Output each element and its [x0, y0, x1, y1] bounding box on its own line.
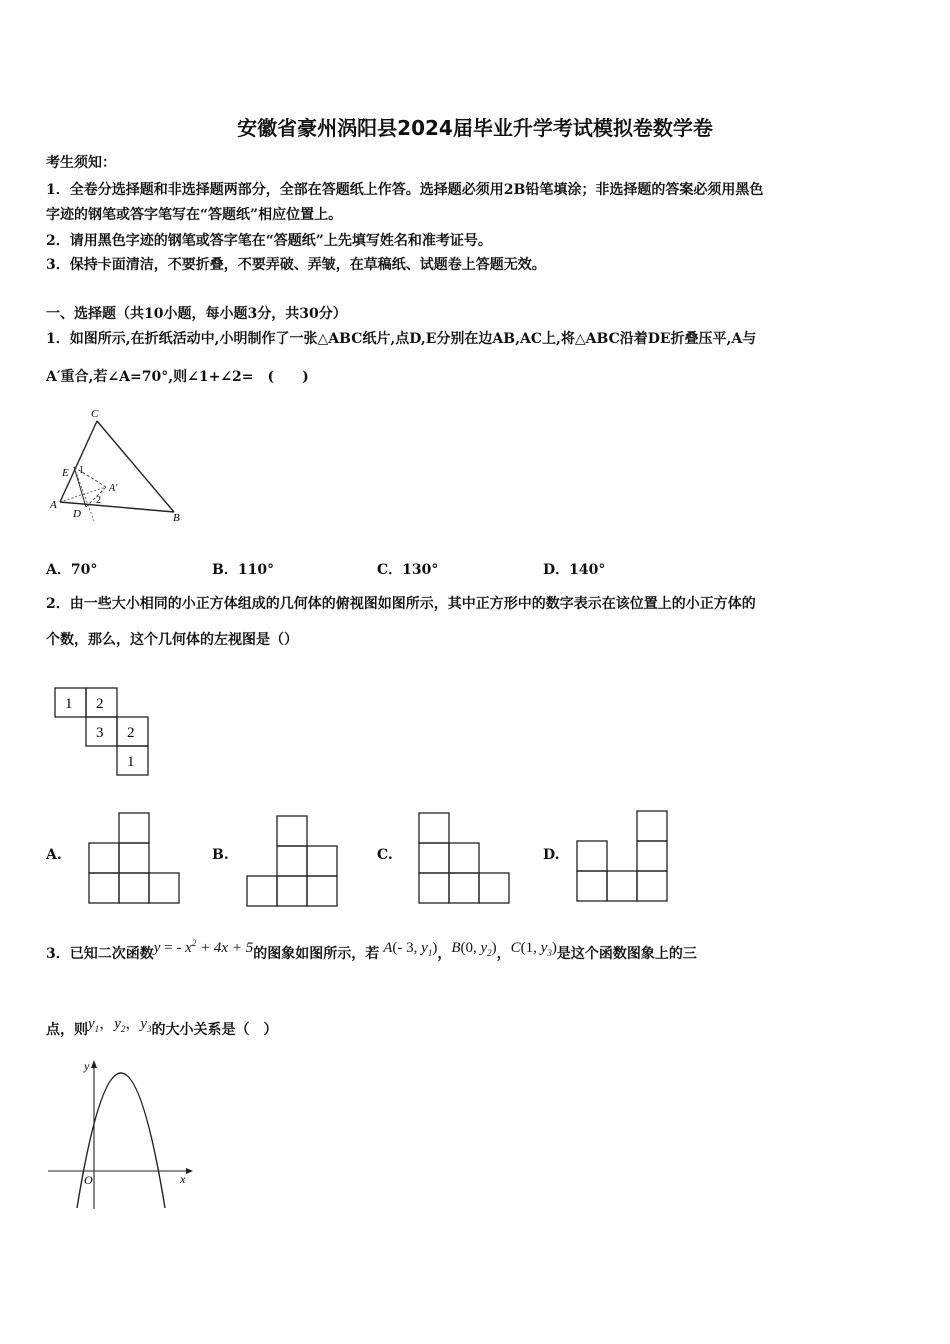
label-a: A: [50, 499, 57, 511]
q3-parabola-graph: [48, 1058, 193, 1210]
q3-point-a: A(- 3, $y_1$): [383, 940, 438, 958]
label-d: D: [73, 508, 81, 520]
q3-function: y = - $x^2 + 4x + 5$: [153, 938, 254, 956]
q2-stem-line-2: 个数，那么，这个几何体的左视图是（）: [46, 632, 298, 648]
page-title: 安徽省豪州涡阳县2024届毕业升学考试模拟卷数学卷: [237, 116, 713, 140]
q2-option-a-figure[interactable]: [88, 812, 184, 904]
q3-separator: ，: [437, 946, 452, 962]
q2-option-b-figure[interactable]: [246, 815, 342, 907]
q1-option-d[interactable]: D．140°: [543, 562, 606, 578]
q3-stem-line-1: [46, 938, 697, 964]
q2-stem-line-1: 2．由一些大小相同的小正方体组成的几何体的俯视图如图所示，其中正方形中的数字表示在该位置上的小正方体的: [46, 596, 756, 612]
label-e: E: [62, 467, 69, 479]
q3-prefix: 3．已知二次函数: [46, 946, 154, 962]
q1-stem-line-2: A′重合,若∠A=70°,则∠1+∠2= ( ): [46, 369, 309, 385]
grid-cell-number: 1: [127, 754, 135, 770]
q1-stem-line-1: 1．如图所示,在折纸活动中,小明制作了一张△ABC纸片,点D,E分别在边AB,AC上,将△ABC沿着DE折叠压平,A与: [46, 331, 757, 347]
q2-option-d-label[interactable]: D.: [543, 847, 560, 863]
q2-option-b-label[interactable]: B.: [212, 847, 229, 863]
q3-mid: 的图象如图所示，若: [253, 946, 380, 962]
notice-heading: 考生须知：: [46, 155, 116, 171]
q3-separator: ，: [496, 946, 511, 962]
notice-item-1-line-1: 1．全卷分选择题和非选择题两部分，全部在答题纸上作答。选择题必须用2B铅笔填涂；非选择题的答案必须用黑色: [46, 182, 764, 198]
q3-stem-line-2: [46, 1018, 278, 1040]
q1-option-a[interactable]: A．70°: [46, 562, 98, 578]
origin-label: O: [84, 1173, 93, 1187]
q3-line2-suffix: 的大小关系是（ ）: [151, 1022, 278, 1038]
grid-cell-number: 2: [96, 696, 104, 712]
q2-option-a-label[interactable]: A.: [46, 847, 62, 863]
notice-item-1-line-2: 字迹的钢笔或答字笔写在“答题纸”相应位置上。: [46, 207, 343, 223]
label-a-prime: A′: [109, 483, 118, 494]
y-axis-label: y: [84, 1059, 90, 1073]
x-axis-label: x: [180, 1172, 186, 1186]
q1-option-c[interactable]: C．130°: [377, 562, 439, 578]
label-c: C: [91, 408, 99, 420]
q3-point-c: C(1, $y_3$): [510, 940, 557, 958]
notice-item-3: 3．保持卡面清洁，不要折叠，不要弄破、弄皱，在草稿纸、试题卷上答题无效。: [46, 257, 546, 273]
q3-line2-prefix: 点，则: [46, 1022, 88, 1038]
q2-option-c-label[interactable]: C.: [377, 847, 393, 863]
q1-option-b[interactable]: B．110°: [212, 562, 275, 578]
q2-top-view-grid: [54, 687, 150, 777]
grid-cell-number: 3: [96, 725, 104, 741]
notice-item-2: 2．请用黑色字迹的钢笔或答字笔在“答题纸”上先填写姓名和准考证号。: [46, 233, 492, 249]
grid-cell-number: 1: [65, 696, 73, 712]
q2-option-c-figure[interactable]: [418, 812, 514, 904]
section-heading: 一、选择题（共10小题，每小题3分，共30分）: [46, 306, 347, 322]
q3-suffix: 是这个函数图象上的三: [556, 946, 697, 962]
q3-point-b: B(0, $y_2$): [451, 940, 497, 958]
q2-option-d-figure[interactable]: [576, 810, 672, 902]
label-angle-1: 1: [79, 465, 84, 476]
q3-variables: $y_1$，$y_2$，$y_3$: [88, 1016, 152, 1034]
label-angle-2: 2: [96, 495, 101, 506]
q1-triangle-figure: [50, 405, 190, 525]
label-b: B: [173, 512, 180, 524]
grid-cell-number: 2: [127, 725, 135, 741]
